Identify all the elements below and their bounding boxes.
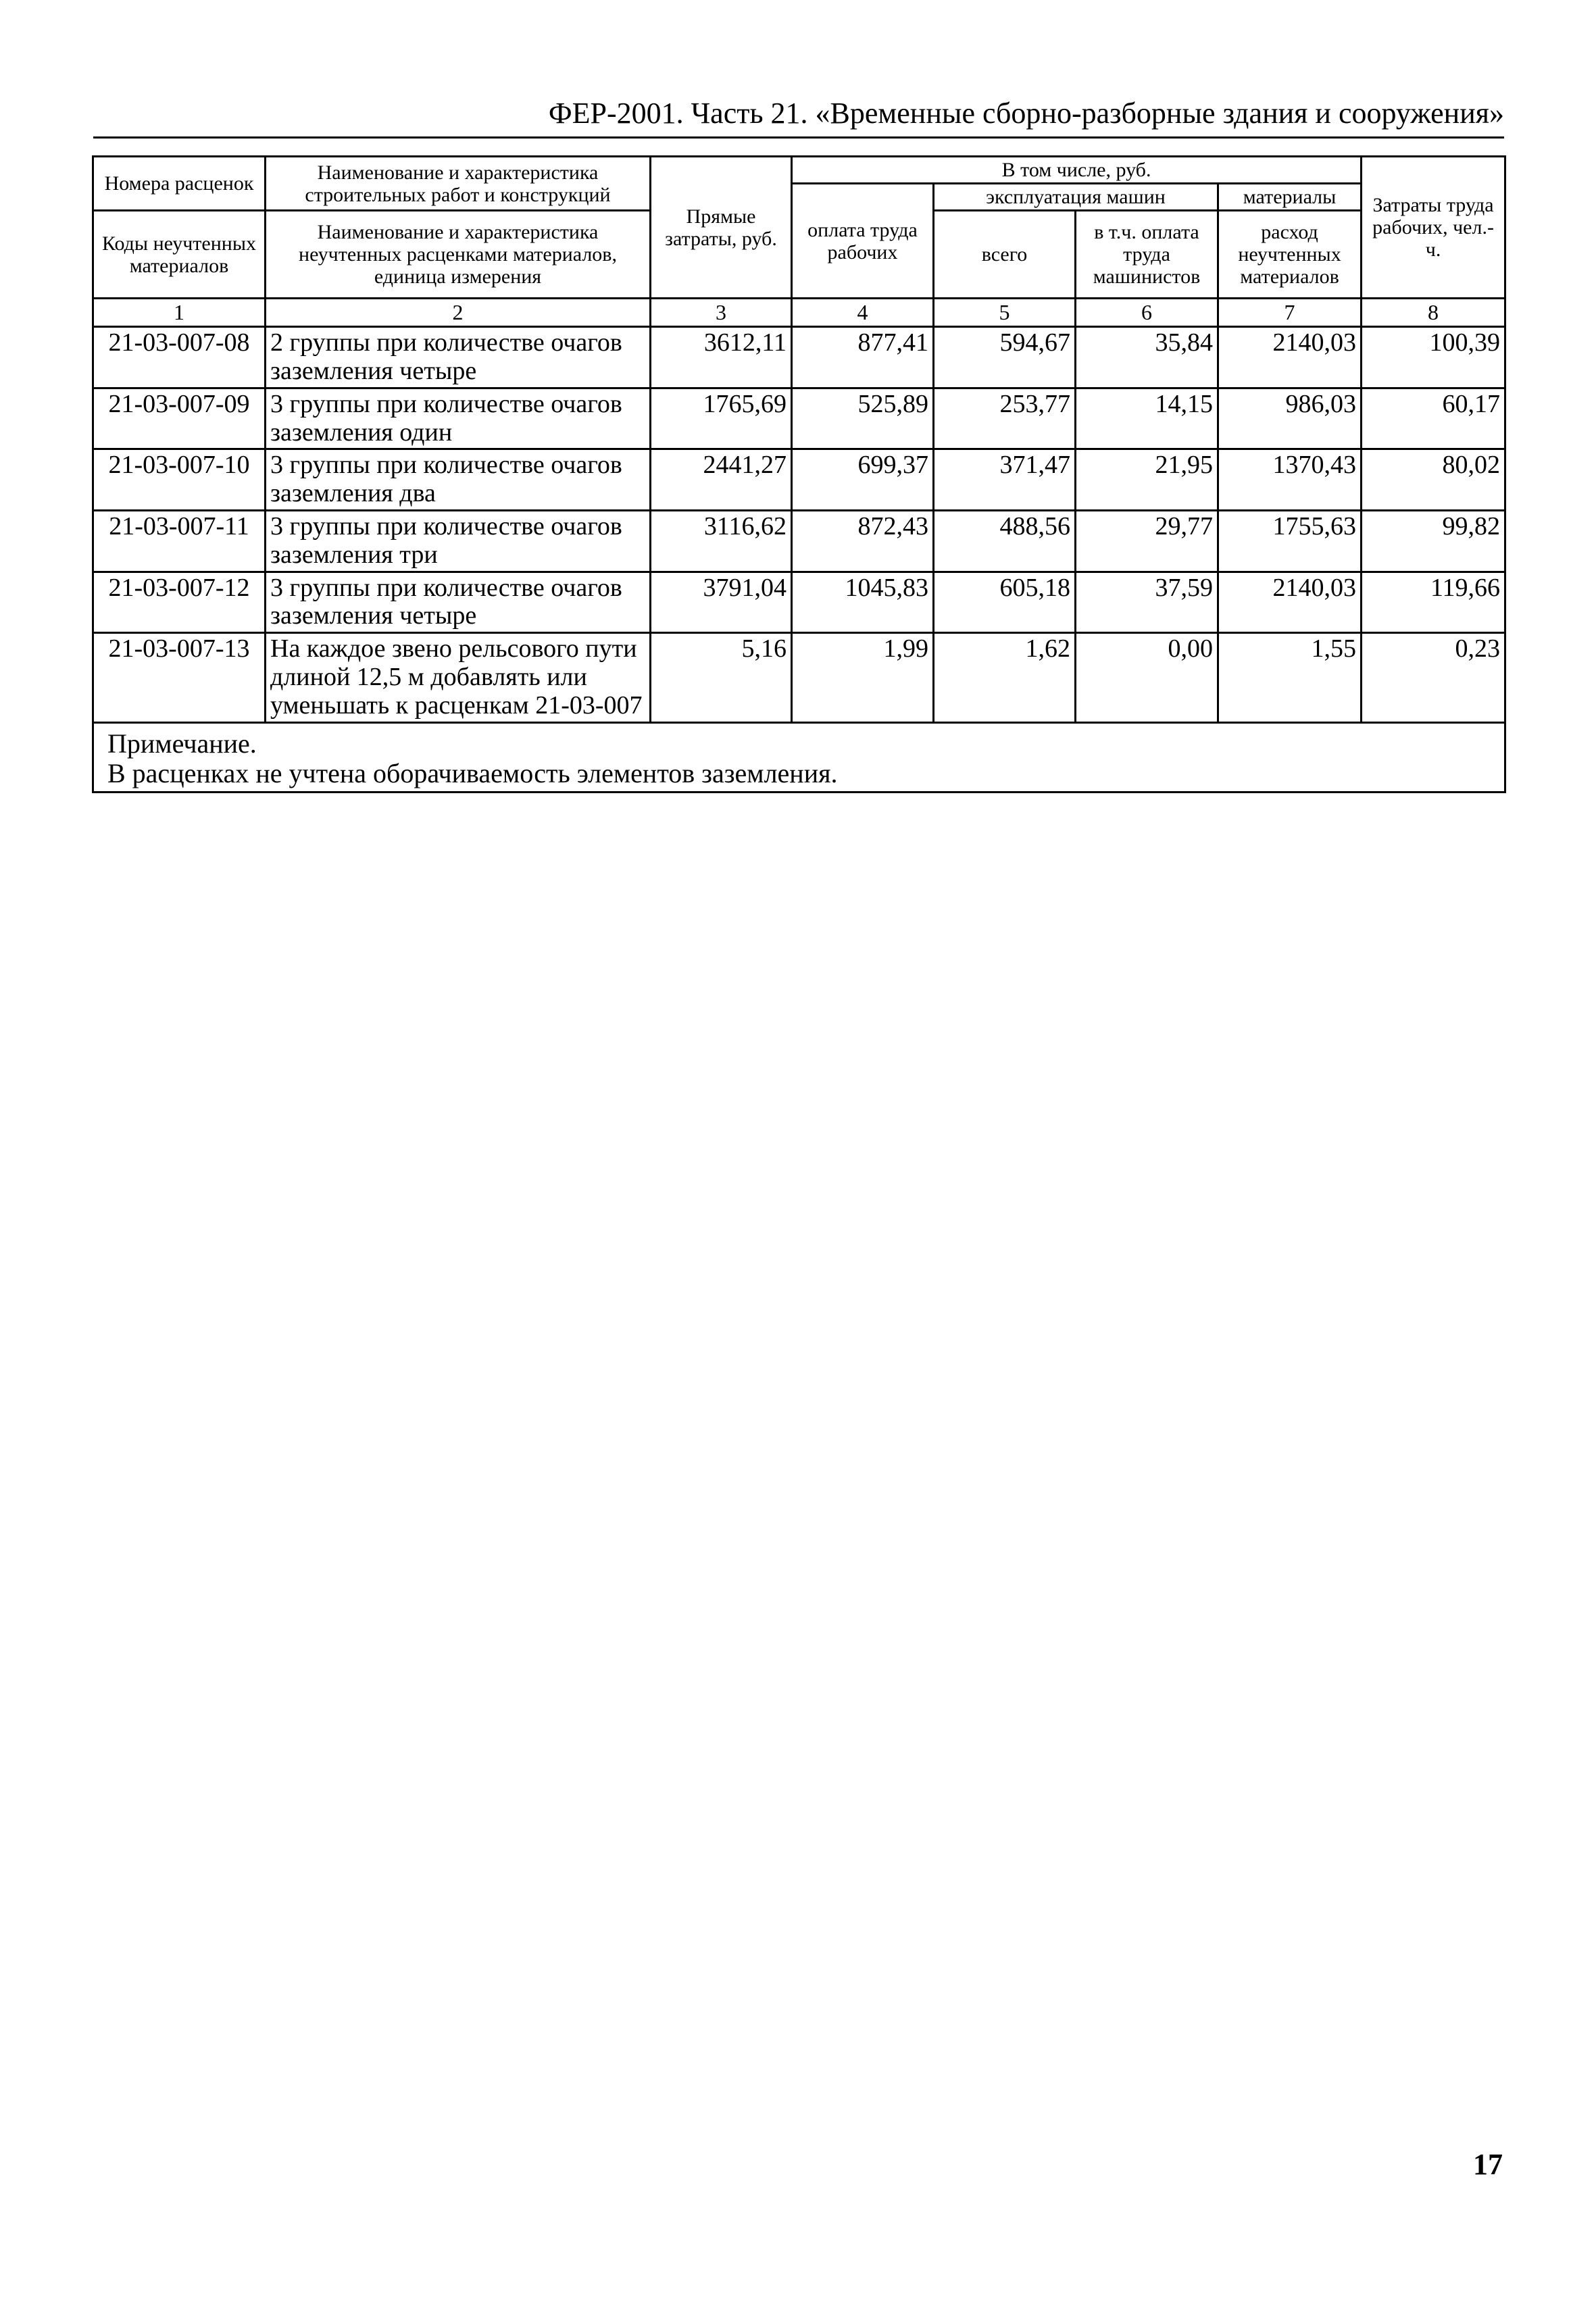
- operators-cost: 29,77: [1076, 510, 1218, 572]
- column-number: 3: [651, 299, 792, 327]
- direct-cost: 3612,11: [651, 327, 792, 388]
- header-including: В том числе, руб.: [792, 157, 1362, 184]
- materials-cost: 1,55: [1218, 633, 1362, 722]
- direct-cost: 2441,27: [651, 449, 792, 511]
- labor-hours: 99,82: [1362, 510, 1505, 572]
- rate-code: 21-03-007-09: [93, 388, 266, 449]
- header-wages: оплата труда рабочих: [792, 184, 934, 299]
- rate-name: 3 группы при количестве очагов заземления два: [266, 449, 651, 511]
- operators-cost: 0,00: [1076, 633, 1218, 722]
- rate-code: 21-03-007-12: [93, 572, 266, 633]
- table-row: [93, 449, 1505, 511]
- header-name2: Наименование и характеристика неучтенных расценками материалов, единица измерения: [266, 211, 651, 299]
- rate-name: 2 группы при количестве очагов заземления четыре: [266, 327, 651, 388]
- header-title: ФЕР-2001. Часть 21. «Временные сборно-разборные здания и сооружения»: [548, 97, 1504, 130]
- rate-name: 3 группы при количестве очагов заземления четыре: [266, 572, 651, 633]
- rate-code: 21-03-007-11: [93, 510, 266, 572]
- header-materials: материалы: [1218, 184, 1362, 211]
- machines-cost: 253,77: [934, 388, 1076, 449]
- rate-code: 21-03-007-13: [93, 633, 266, 722]
- rate-name: На каждое звено рельсового пути длиной 12,5 м добавлять или уменьшать к расценкам 21-03-007: [266, 633, 651, 722]
- header-name: Наименование и характеристика строительных работ и конструкций: [266, 157, 651, 211]
- column-number: 8: [1362, 299, 1505, 327]
- column-numbers-row: [93, 299, 1505, 327]
- materials-cost: 986,03: [1218, 388, 1362, 449]
- note-row: [93, 722, 1505, 792]
- table-row: [93, 327, 1505, 388]
- direct-cost: 3116,62: [651, 510, 792, 572]
- operators-cost: 21,95: [1076, 449, 1218, 511]
- table-row: [93, 633, 1505, 722]
- table-row: [93, 572, 1505, 633]
- wages-cost: 1,99: [792, 633, 934, 722]
- header-labor: Затраты труда рабочих, чел.-ч.: [1362, 157, 1505, 299]
- wages-cost: 525,89: [792, 388, 934, 449]
- column-number: 4: [792, 299, 934, 327]
- header-operators: в т.ч. оплата труда машинистов: [1076, 211, 1218, 299]
- column-number: 2: [266, 299, 651, 327]
- header-unaccounted: расход неучтенных материалов: [1218, 211, 1362, 299]
- labor-hours: 80,02: [1362, 449, 1505, 511]
- materials-cost: 2140,03: [1218, 572, 1362, 633]
- rate-name: 3 группы при количестве очагов заземления три: [266, 510, 651, 572]
- note-text: В расценках не учтена оборачиваемость элементов заземления.: [107, 757, 838, 788]
- machines-cost: 488,56: [934, 510, 1076, 572]
- direct-cost: 5,16: [651, 633, 792, 722]
- machines-cost: 371,47: [934, 449, 1076, 511]
- direct-cost: 3791,04: [651, 572, 792, 633]
- operators-cost: 37,59: [1076, 572, 1218, 633]
- direct-cost: 1765,69: [651, 388, 792, 449]
- machines-cost: 594,67: [934, 327, 1076, 388]
- header-number: Номера расценок: [93, 157, 266, 211]
- labor-hours: 0,23: [1362, 633, 1505, 722]
- wages-cost: 1045,83: [792, 572, 934, 633]
- wages-cost: 877,41: [792, 327, 934, 388]
- labor-hours: 100,39: [1362, 327, 1505, 388]
- table-row: [93, 510, 1505, 572]
- wages-cost: 872,43: [792, 510, 934, 572]
- header-codes: Коды неучтенных материалов: [93, 211, 266, 299]
- materials-cost: 1370,43: [1218, 449, 1362, 511]
- rate-code: 21-03-007-10: [93, 449, 266, 511]
- machines-cost: 1,62: [934, 633, 1076, 722]
- table-note: [93, 722, 1505, 792]
- table-row: [93, 388, 1505, 449]
- note-title: Примечание.: [107, 728, 257, 759]
- rate-code: 21-03-007-08: [93, 327, 266, 388]
- labor-hours: 119,66: [1362, 572, 1505, 633]
- page-number: 17: [1473, 2148, 1503, 2181]
- column-number: 5: [934, 299, 1076, 327]
- header-machines: эксплуатация машин: [934, 184, 1218, 211]
- materials-cost: 2140,03: [1218, 327, 1362, 388]
- column-number: 1: [93, 299, 266, 327]
- rate-name: 3 группы при количестве очагов заземления один: [266, 388, 651, 449]
- column-number: 7: [1218, 299, 1362, 327]
- machines-cost: 605,18: [934, 572, 1076, 633]
- operators-cost: 35,84: [1076, 327, 1218, 388]
- wages-cost: 699,37: [792, 449, 934, 511]
- column-number: 6: [1076, 299, 1218, 327]
- page-header: [93, 93, 1504, 139]
- materials-cost: 1755,63: [1218, 510, 1362, 572]
- rates-table: [92, 155, 1506, 793]
- operators-cost: 14,15: [1076, 388, 1218, 449]
- header-direct: Прямые затраты, руб.: [651, 157, 792, 299]
- labor-hours: 60,17: [1362, 388, 1505, 449]
- header-total: всего: [934, 211, 1076, 299]
